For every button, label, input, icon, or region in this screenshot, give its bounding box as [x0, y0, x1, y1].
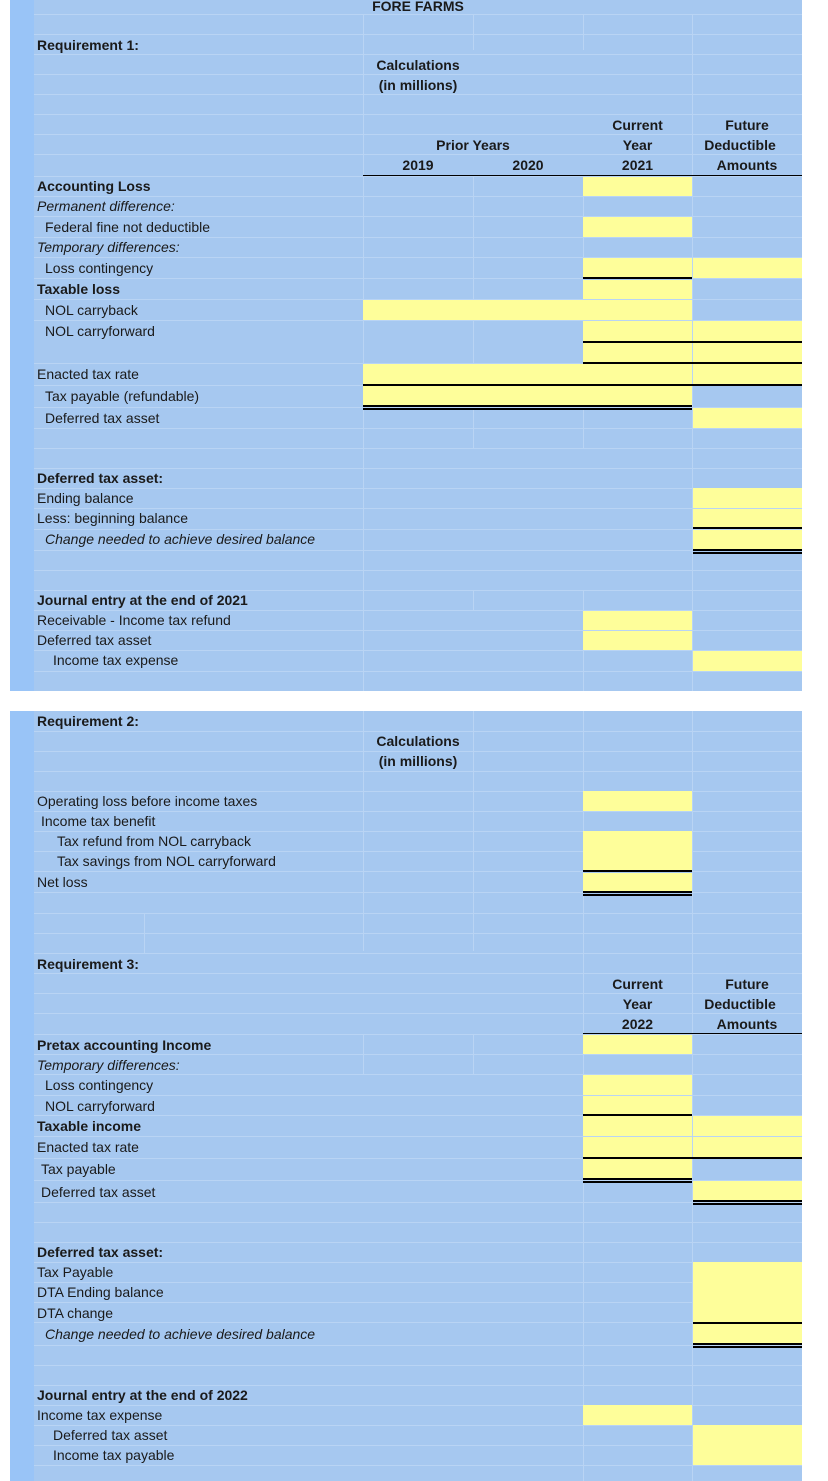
- nol-carryforward-label: NOL carryforward: [45, 323, 155, 339]
- tax-refund-2019-input[interactable]: [363, 386, 473, 406]
- req3-dta-change-input[interactable]: [693, 1302, 802, 1322]
- dta-heading: Deferred tax asset:: [37, 470, 164, 486]
- nol-carryforward-2021-input[interactable]: [583, 321, 692, 341]
- journal-2022-payable-credit[interactable]: [693, 1445, 802, 1465]
- req3-dta-heading: Deferred tax asset:: [37, 1244, 164, 1260]
- taxable-loss-label: Taxable loss: [37, 281, 121, 297]
- row-gutter: [10, 711, 34, 1481]
- tax-rate-2020-input[interactable]: [473, 364, 583, 384]
- tax-payable-refundable-label: Tax payable (refundable): [45, 388, 200, 404]
- journal-2022-dta-credit[interactable]: [693, 1425, 802, 1445]
- req3-loss-contingency-2022-input[interactable]: [583, 1075, 692, 1095]
- tax-refund-carryback-input[interactable]: [583, 831, 692, 851]
- journal-2021-heading: Journal entry at the end of 2021: [37, 592, 248, 608]
- requirement-2-3-panel: [10, 711, 802, 1481]
- journal-2021-line-3: Income tax expense: [53, 652, 179, 668]
- loss-contingency-label: Loss contingency: [45, 260, 154, 276]
- req3-dta-tax-payable-label: Tax Payable: [37, 1264, 114, 1280]
- journal-2021-dta-debit[interactable]: [583, 631, 692, 650]
- nol-carryback-2019-input[interactable]: [363, 300, 473, 320]
- req3-future-header: Future: [725, 976, 769, 992]
- accounting-loss-2021-input[interactable]: [583, 177, 692, 196]
- req3-enacted-tax-rate-label: Enacted tax rate: [37, 1139, 139, 1155]
- year-2019-header: 2019: [402, 157, 434, 173]
- requirement-3-heading: Requirement 3:: [37, 956, 139, 972]
- net-loss-label: Net loss: [37, 874, 88, 890]
- req3-tax-rate-2022-input[interactable]: [583, 1137, 692, 1157]
- loss-contingency-future-input[interactable]: [693, 258, 802, 278]
- tax-savings-carryforward-label: Tax savings from NOL carryforward: [57, 853, 276, 869]
- dta-change-needed-label: Change needed to achieve desired balance: [45, 531, 316, 547]
- in-millions-label: (in millions): [378, 77, 458, 93]
- dta-change-needed-input[interactable]: [693, 530, 802, 549]
- pretax-income-label: Pretax accounting Income: [37, 1037, 212, 1053]
- tax-rate-2019-input[interactable]: [363, 364, 473, 384]
- tax-refund-2021-input[interactable]: [583, 386, 692, 406]
- journal-2022-line-2: Deferred tax asset: [53, 1427, 168, 1443]
- accounting-loss-label: Accounting Loss: [37, 178, 151, 194]
- year-2020-header: 2020: [512, 157, 544, 173]
- dta-ending-balance-label: Ending balance: [37, 490, 134, 506]
- tax-refund-carryback-label: Tax refund from NOL carryback: [57, 833, 251, 849]
- nol-carryback-2020-input[interactable]: [473, 300, 583, 320]
- req2-in-millions-label: (in millions): [378, 753, 458, 769]
- operating-loss-label: Operating loss before income taxes: [37, 793, 258, 809]
- future-header: Future: [725, 117, 769, 133]
- deferred-tax-asset-label: Deferred tax asset: [45, 410, 160, 426]
- journal-2021-line-2: Deferred tax asset: [37, 632, 152, 648]
- req3-current-header: Current: [612, 976, 663, 992]
- pretax-income-2022-input[interactable]: [583, 1035, 692, 1054]
- req3-nol-carryforward-2022-input[interactable]: [583, 1096, 692, 1115]
- req3-dta-change-label: DTA change: [37, 1305, 114, 1321]
- requirement-2-heading: Requirement 2:: [37, 713, 139, 729]
- dta-less-beginning-label: Less: beginning balance: [37, 510, 189, 526]
- req3-dta-change-needed-label: Change needed to achieve desired balance: [45, 1326, 316, 1342]
- taxable-income-2022-input[interactable]: [583, 1116, 692, 1136]
- nol-carryforward-future-input[interactable]: [693, 321, 802, 341]
- req3-year-header: Year: [622, 996, 653, 1012]
- loss-contingency-2021-input[interactable]: [583, 258, 692, 278]
- req3-dta-tax-payable-input[interactable]: [693, 1262, 802, 1282]
- nol-total-2021-input[interactable]: [583, 343, 692, 363]
- req3-dta-ending-input[interactable]: [693, 1282, 802, 1302]
- req3-deferred-tax-asset-label: Deferred tax asset: [41, 1184, 156, 1200]
- header-underline: [363, 175, 802, 176]
- row-gutter: [10, 0, 34, 691]
- temporary-differences-label: Temporary differences:: [37, 239, 180, 255]
- req3-tax-rate-future-input[interactable]: [693, 1137, 802, 1157]
- journal-2022-expense-debit[interactable]: [583, 1405, 692, 1425]
- net-loss-input[interactable]: [583, 873, 692, 892]
- req3-tax-payable-2022-input[interactable]: [583, 1159, 692, 1179]
- nol-carryback-2021-input[interactable]: [583, 300, 692, 320]
- federal-fine-label: Federal fine not deductible: [45, 219, 210, 235]
- requirement-1-panel: [10, 0, 802, 691]
- journal-2021-expense-credit[interactable]: [693, 651, 802, 671]
- journal-2022-heading: Journal entry at the end of 2022: [37, 1387, 248, 1403]
- req3-loss-contingency-label: Loss contingency: [45, 1077, 154, 1093]
- tax-rate-2021-input[interactable]: [583, 364, 692, 384]
- enacted-tax-rate-label: Enacted tax rate: [37, 366, 139, 382]
- nol-carryback-label: NOL carryback: [45, 302, 138, 318]
- taxable-income-future-input[interactable]: [693, 1116, 802, 1136]
- amounts-header: Amounts: [716, 157, 778, 173]
- tax-savings-carryforward-input[interactable]: [583, 851, 692, 871]
- requirement-1-heading: Requirement 1:: [37, 37, 139, 53]
- dta-beginning-balance-input[interactable]: [693, 509, 802, 528]
- tax-refund-2020-input[interactable]: [473, 386, 583, 406]
- income-tax-benefit-label: Income tax benefit: [41, 813, 156, 829]
- req3-dta-ending-label: DTA Ending balance: [37, 1284, 164, 1300]
- prior-years-header: Prior Years: [436, 137, 510, 153]
- req2-calculations-label: Calculations: [376, 733, 460, 749]
- journal-2022-line-1: Income tax expense: [37, 1407, 163, 1423]
- req3-amounts-header: Amounts: [716, 1016, 778, 1032]
- taxable-income-label: Taxable income: [37, 1118, 142, 1134]
- journal-2022-line-3: Income tax payable: [53, 1447, 175, 1463]
- tax-rate-future-input[interactable]: [693, 364, 802, 384]
- dta-ending-balance-input[interactable]: [693, 488, 802, 508]
- req3-nol-carryforward-label: NOL carryforward: [45, 1098, 155, 1114]
- req3-year-2022-header: 2022: [621, 1016, 654, 1032]
- year-header: Year: [622, 137, 653, 153]
- journal-2021-receivable-debit[interactable]: [583, 611, 692, 630]
- taxable-loss-2021-input[interactable]: [583, 280, 692, 299]
- permanent-difference-label: Permanent difference:: [37, 198, 175, 214]
- req3-deductible-header: Deductible: [704, 996, 776, 1012]
- req3-temporary-differences-label: Temporary differences:: [37, 1057, 180, 1073]
- nol-total-future-input[interactable]: [693, 343, 802, 363]
- operating-loss-input[interactable]: [583, 791, 692, 811]
- federal-fine-2021-input[interactable]: [583, 217, 692, 237]
- journal-2021-line-1: Receivable - Income tax refund: [37, 612, 231, 628]
- req3-dta-future-input[interactable]: [693, 1181, 802, 1201]
- req3-tax-payable-label: Tax payable: [41, 1161, 116, 1177]
- req3-dta-change-needed-input[interactable]: [693, 1324, 802, 1344]
- deferred-tax-asset-future-input[interactable]: [693, 408, 802, 428]
- company-title: FORE FARMS: [372, 0, 464, 14]
- calculations-label: Calculations: [376, 57, 460, 73]
- current-header: Current: [612, 117, 663, 133]
- deductible-header: Deductible: [704, 137, 776, 153]
- year-2021-header: 2021: [621, 157, 654, 173]
